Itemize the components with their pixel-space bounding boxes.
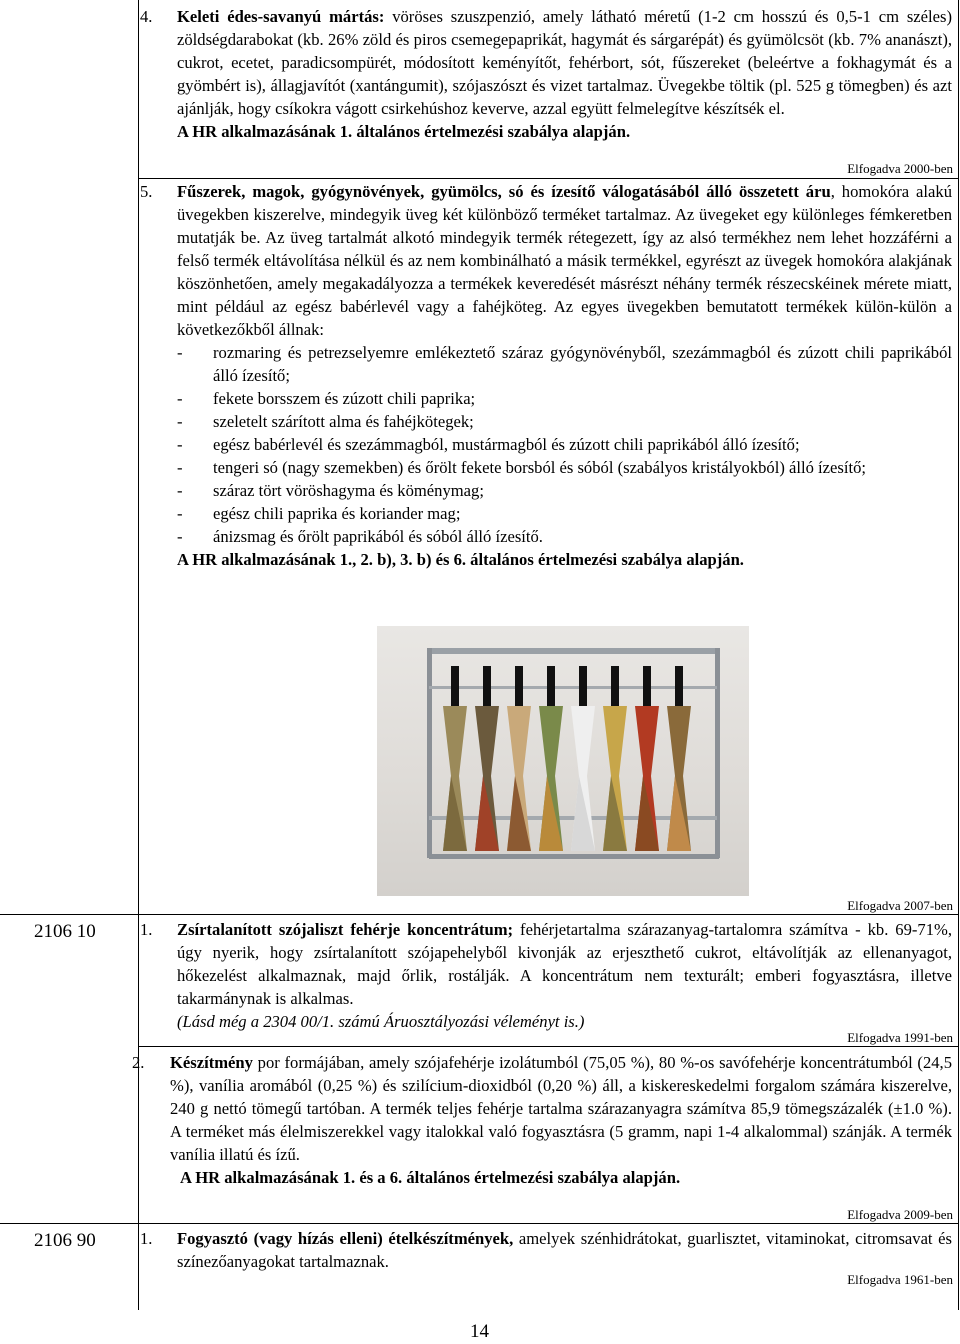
entry-rule: A HR alkalmazásának 1., 2. b), 3. b) és 6. általános értelmezési szabálya alapján. — [177, 550, 744, 569]
accepted-label: Elfogadva 1991-ben — [847, 1030, 953, 1045]
entry-body: vöröses szuszpenzió, amely látható méretű (1-2 cm hosszú és 0,5-1 cm széles) zöldségdarabokat (kb. 26% zöld és piros csemegepaprikát, hagymát és sárgarépát) és gyümölcsöt (kb. 7% ananászt), cukrot, ecetet, paradicsompürét, módosított keményítőt, fehérbort, sót, fűszereket (beleértve a fokhagymát és a gyömbért is), állagjavítót (xantángumit), szójaszószt és vizet tartalmaz. Üvegekbe töltik (pl. 525 g tömegben) és azt ajánlják, hogy csíkokra vágott csirkehúshoz keverve, azzal együtt felmelegítve készítsék el. — [177, 7, 952, 118]
row-divider — [138, 1046, 959, 1047]
entry-title: Fogyasztó (vagy hízás elleni) ételkészítmények, — [177, 1229, 514, 1248]
column-divider — [138, 0, 139, 1310]
entry-title: Fűszerek, magok, gyógynövények, gyümölcs, só és ízesítő válogatásából álló összetett áru — [177, 182, 831, 201]
entry-body: por formájában, amely szójafehérje izolátumból (75,05 %), 80 %-os savófehérje koncentrátumból (24,5 %), vanília aromából (0,25 %) és szilícium-dioxidból (0,20 %) áll, a kiskereskedelmi forgalom számára kiszerelve, 240 g nettó tömegű tartóban. A termék teljes fehérje tartalma szárazanyagra számítva 85,9 tömegszázalék (±1.0 %). A terméket más élelmiszerekkel vagy italokkal való fogyasztásra (5 gramm, napi 1-4 alkalommal) szánják. A termék vanília illatú és ízű. — [170, 1053, 952, 1164]
entry-text — [177, 1227, 952, 1273]
entry-note: (Lásd még a 2304 00/1. számú Áruosztályozási véleményt is.) — [177, 1012, 585, 1031]
entry-title: Keleti édes-savanyú mártás: — [177, 7, 385, 26]
list-item: - ánizsmag és őrölt paprikából és sóból álló ízesítő. — [177, 525, 952, 548]
right-border — [958, 0, 959, 1310]
list-item: - rozmaring és petrezselyemre emlékeztető száraz gyógynövényből, szezámmagból és zúzott chili paprikából álló ízesítő; — [177, 341, 952, 387]
accepted-label: Elfogadva 1961-ben — [847, 1272, 953, 1287]
entry-number: 1. — [140, 920, 153, 939]
list-item: - egész babérlevél és szezámmagból, mustármagból és zúzott chili paprikából álló ízesítő; — [177, 433, 952, 456]
entry-body: fehérjetartalma szárazanyag-tartalomra számítva - kb. 69-71%, úgy nyerik, hogy zsírtalanított szójapehelyből kivonják az erjeszthető cukrot, eltávolítják az ellenanyagot, hőkezelést alkalmaznak, majd őrlik, rostálják. A koncentrátum nem texturált; emberi fogyasztásra, illetve takarmánynak is alkalmas. — [177, 920, 952, 1008]
list-item: - szeletelt szárított alma és fahéjkötegek; — [177, 410, 952, 433]
entry-text — [177, 918, 952, 1033]
row-divider — [0, 1223, 959, 1224]
accepted-label: Elfogadva 2007-ben — [847, 898, 953, 913]
entry-text — [177, 180, 952, 571]
page-number: 14 — [470, 1321, 489, 1342]
accepted-label: Elfogadva 2000-ben — [847, 161, 953, 176]
spice-rack-photo — [377, 626, 749, 896]
row-divider — [0, 914, 959, 915]
entry-rule: A HR alkalmazásának 1. és a 6. általános értelmezési szabálya alapján. — [180, 1168, 681, 1187]
entry-number: 1. — [140, 1229, 153, 1248]
entry-title: Készítmény — [170, 1053, 253, 1072]
spice-rack-icon — [377, 626, 749, 896]
entry-number: 2. — [132, 1053, 145, 1072]
tariff-code: 2106 10 — [34, 921, 96, 942]
entry-body: amelyek szénhidrátokat, guarlisztet, vitaminokat, citromsavat és színezőanyagokat tartalmaznak. — [177, 1229, 952, 1271]
entry-number: 5. — [140, 182, 153, 201]
list-item: - fekete borsszem és zúzott chili paprika; — [177, 387, 952, 410]
entry-body: , homokóra alakú üvegekben kiszerelve, mindegyik üveg két különböző terméket tartalmaz. Az üvegeket egy különleges fémkeretben mutatják be. Az üveg tartalmát alkotó mindegyik termék rétegezett, így az alsó termékhez nem lehet hozzáférni a felső termék eltávolítása nélkül és az nem kombinálható a másik termékkel, egyrészt az üvegek homokóra alakjának köszönhetően, amely megakadályozza a termékek keveredését másrészt néhány termék részecskéinek mérete miatt, mint például az egész babérlevél vagy a fahéjköteg. Az egyes üvegekben bemutatott termékek külön-külön a következőkből állnak: — [177, 182, 952, 339]
list-item: - száraz tört vöröshagyma és köménymag; — [177, 479, 952, 502]
list-item: - egész chili paprika és koriander mag; — [177, 502, 952, 525]
row-divider — [138, 178, 959, 179]
entry-text — [177, 5, 952, 143]
entry-title: Zsírtalanított szójaliszt fehérje koncentrátum; — [177, 920, 514, 939]
entry-rule: A HR alkalmazásának 1. általános értelmezési szabálya alapján. — [177, 122, 631, 141]
accepted-label: Elfogadva 2009-ben — [847, 1207, 953, 1222]
entry-number: 4. — [140, 7, 153, 26]
list-item: - tengeri só (nagy szemekben) és őrölt fekete borsból és sóból (szabályos kristályokból) álló ízesítő; — [177, 456, 952, 479]
ingredient-list — [177, 341, 952, 548]
tariff-code: 2106 90 — [34, 1230, 96, 1251]
entry-text — [170, 1051, 952, 1189]
